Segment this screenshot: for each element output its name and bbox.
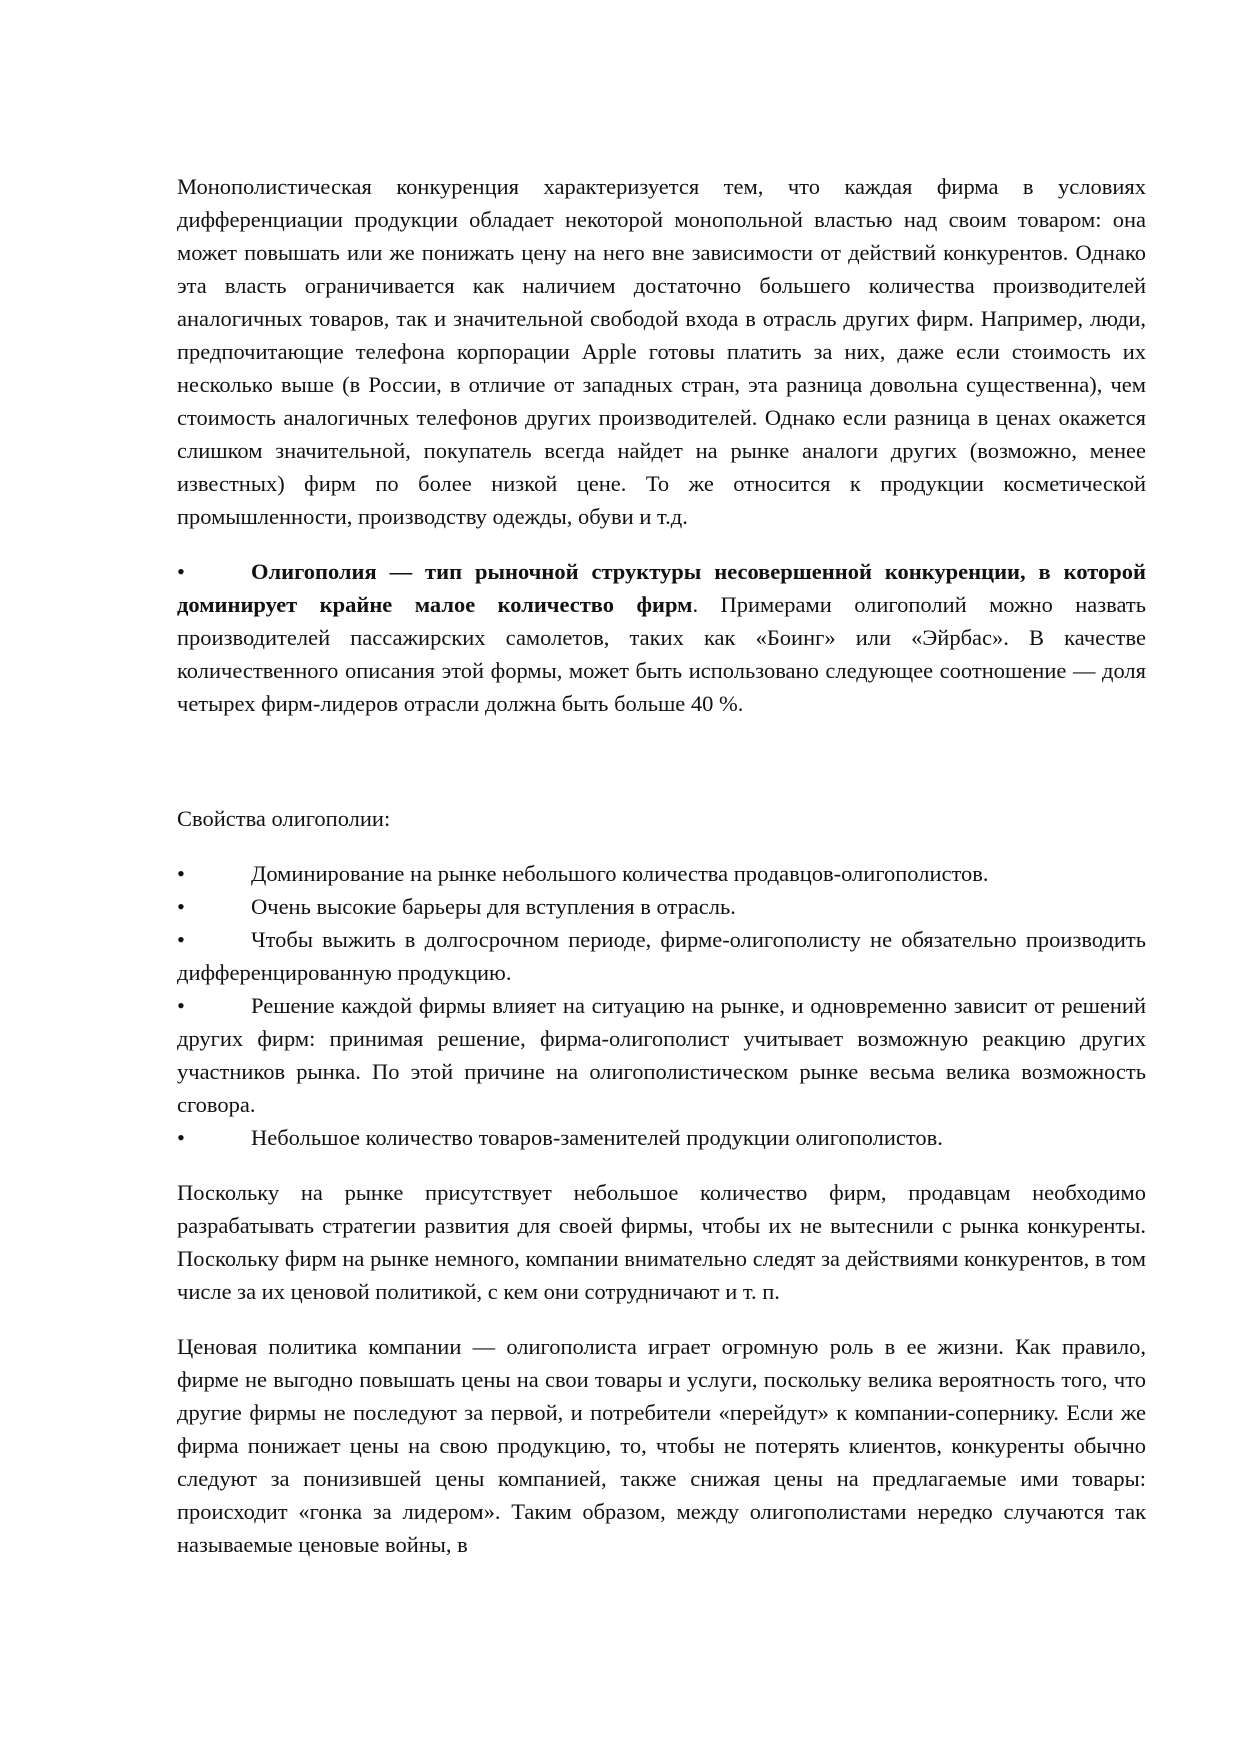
- bullet-icon: •: [177, 927, 185, 952]
- property-item-text: Очень высокие барьеры для вступления в отрасль.: [251, 894, 736, 919]
- property-item: [177, 1121, 1146, 1154]
- property-item-text: Чтобы выжить в долгосрочном периоде, фирме-олигополисту не обязательно производить дифференцированную продукцию.: [177, 927, 1146, 985]
- bullet-icon: •: [177, 894, 185, 919]
- property-item-text: Небольшое количество товаров-заменителей продукции олигополистов.: [251, 1125, 943, 1150]
- bullet-oligopoly-definition: [177, 555, 1146, 720]
- oligopoly-definition-rest: . Примерами олигополий можно назвать производителей пассажирских самолетов, таких как «Боинг» или «Эйрбас». В качестве количественного описания этой формы, может быть использовано следующее соотношение — доля четырех фирм-лидеров отрасли должна быть больше 40 %.: [177, 592, 1146, 716]
- properties-heading: Свойства олигополии:: [177, 806, 391, 831]
- bullet-icon: •: [177, 1125, 185, 1150]
- document-body: [177, 170, 1146, 1561]
- property-item: [177, 923, 1146, 989]
- property-item: [177, 890, 1146, 923]
- property-item: [177, 857, 1146, 890]
- oligopoly-definition-bold: Олигополия — тип рыночной структуры несовершенной конкуренции, в которой доминирует крайне малое количество фирм: [177, 559, 1146, 617]
- bullet-icon: •: [177, 559, 185, 584]
- paragraph-monopolistic-competition: Монополистическая конкуренция характеризуется тем, что каждая фирма в условиях дифференциации продукции обладает некоторой монопольной властью над своим товаром: она может повышать или же понижать цену на него вне зависимости от действий конкурентов. Однако эта власть ограничивается как наличием достаточно большего количества производителей аналогичных товаров, так и значительной свободой входа в отрасль других фирм. Например, люди, предпочитающие телефона корпорации Apple готовы платить за них, даже если стоимость их несколько выше (в России, в отличие от западных стран, эта разница довольна существенна), чем стоимость аналогичных телефонов других производителей. Однако если разница в ценах окажется слишком значительной, покупатель всегда найдет на рынке аналоги других (возможно, менее известных) фирм по более низкой цене. То же относится к продукции косметической промышленности, производству одежды, обуви и т.д.: [177, 174, 1146, 529]
- property-item-text: Доминирование на рынке небольшого количества продавцов-олигополистов.: [251, 861, 989, 886]
- property-item-text: Решение каждой фирмы влияет на ситуацию на рынке, и одновременно зависит от решений других фирм: принимая решение, фирма-олигополист учитывает возможную реакцию других участников рынка. По этой причине на олигополистическом рынке весьма велика возможность сговора.: [177, 993, 1146, 1117]
- paragraph-pricing-policy: Ценовая политика компании — олигополиста играет огромную роль в ее жизни. Как правило, фирме не выгодно повышать цены на свои товары и услуги, поскольку велика вероятность того, что другие фирмы не последуют за первой, и потребители «перейдут» к компании-сопернику. Если же фирма понижает цены на свою продукцию, то, чтобы не потерять клиентов, конкуренты обычно следуют за понизившей цены компанией, также снижая цены на предлагаемые ими товары: происходит «гонка за лидером». Таким образом, между олигополистами нередко случаются так называемые ценовые войны, в: [177, 1334, 1146, 1557]
- property-item: [177, 989, 1146, 1121]
- bullet-icon: •: [177, 993, 185, 1018]
- bullet-icon: •: [177, 861, 185, 886]
- paragraph-strategy: Поскольку на рынке присутствует небольшое количество фирм, продавцам необходимо разрабатывать стратегии развития для своей фирмы, чтобы их не вытеснили с рынка конкуренты. Поскольку фирм на рынке немного, компании внимательно следят за действиями конкурентов, в том числе за их ценовой политикой, с кем они сотрудничают и т. п.: [177, 1180, 1146, 1304]
